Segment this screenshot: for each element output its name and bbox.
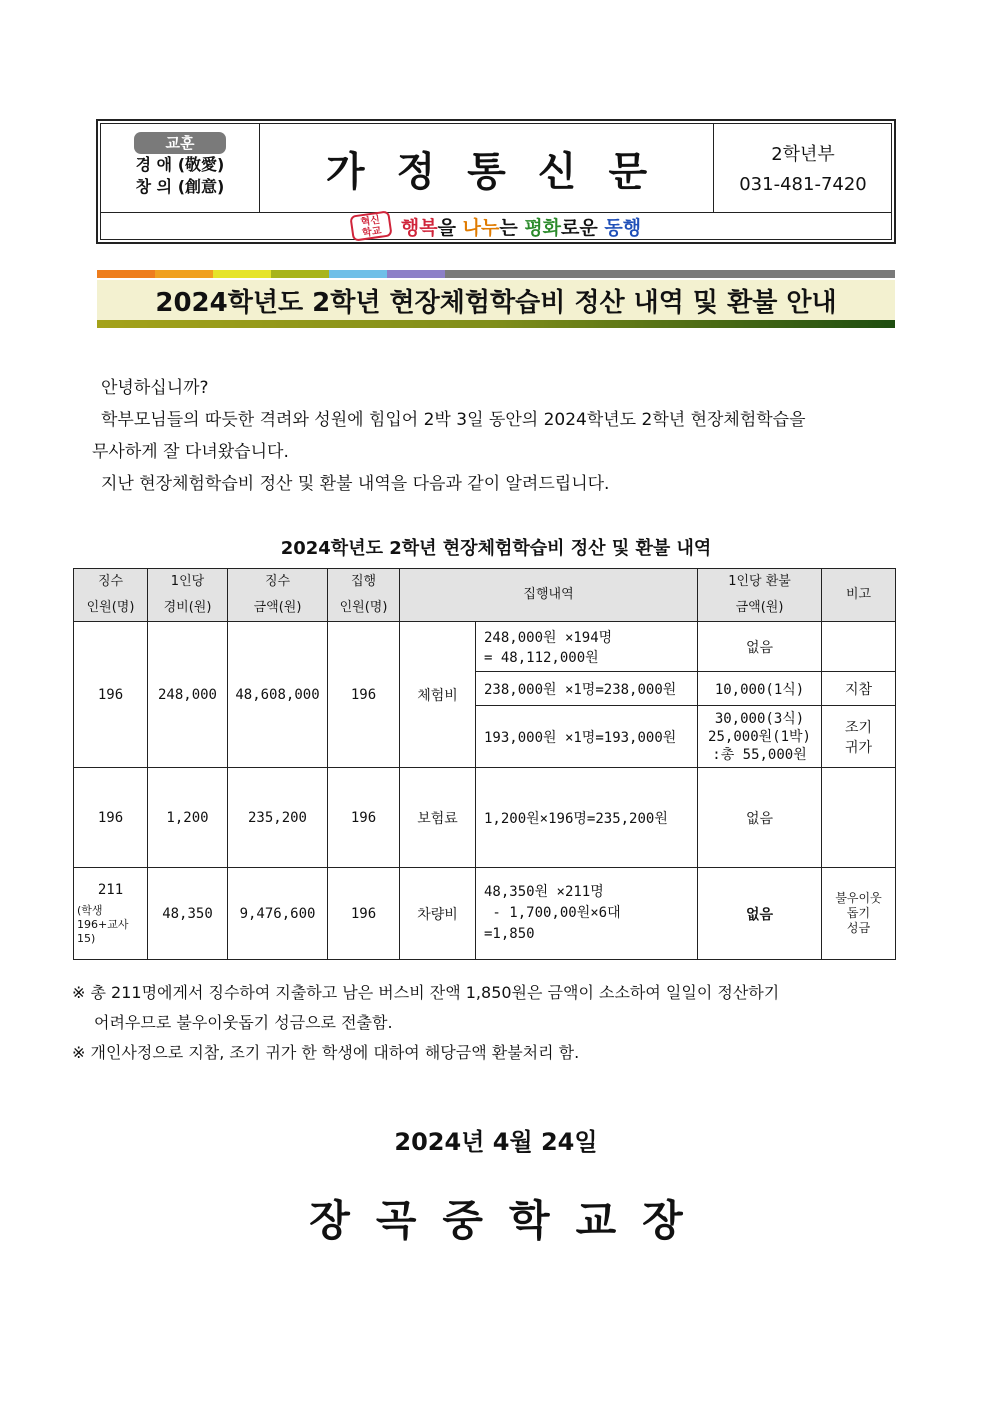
banner-color-strip	[97, 270, 895, 278]
table-row	[74, 868, 896, 960]
color-strip-segment	[387, 270, 445, 278]
cell-amount: 48,608,000	[228, 622, 328, 768]
innovation-school-logo	[349, 210, 392, 241]
col-header-collected-count: 징수 인원(명)	[74, 569, 148, 622]
cell-amount: 235,200	[228, 768, 328, 868]
cell-refund: 없음	[698, 768, 822, 868]
slogan-segment: 평화	[524, 216, 562, 239]
settlement-table	[73, 568, 896, 960]
motto-line-2: 창 의 (創意)	[135, 177, 225, 196]
color-strip-segment	[213, 270, 271, 278]
cell-detail: 1,200원×196명=235,200원	[476, 768, 698, 868]
table-row	[74, 768, 896, 868]
note-1: ※ 총 211명에게서 징수하여 지출하고 남은 버스비 잔액 1,850원은 금액이 소소하여 일일이 정산하기	[72, 983, 780, 1002]
department-info	[715, 124, 891, 212]
color-strip-segment	[329, 270, 387, 278]
cell-detail: 238,000원 ×1명=238,000원	[476, 672, 698, 706]
intro-paragraph-1-cont: 무사하게 잘 다녀왔습니다.	[92, 442, 289, 462]
slogan-segment: 동행	[604, 216, 642, 239]
cell-count: 196	[74, 768, 148, 868]
cell-note	[822, 768, 896, 868]
slogan-text	[401, 213, 641, 240]
slogan-segment: 나누	[462, 216, 500, 239]
cell-note: 조기 귀가	[822, 706, 896, 768]
note-1-cont: 어려우므로 불우이웃돕기 성금으로 전출함.	[94, 1013, 393, 1032]
cell-refund: 없음	[698, 622, 822, 672]
slogan-segment: 행복	[400, 216, 438, 239]
cell-per-person: 248,000	[148, 622, 228, 768]
cell-per-person: 48,350	[148, 868, 228, 960]
cell-exec-count: 196	[328, 768, 400, 868]
cell-refund: 10,000(1식)	[698, 672, 822, 706]
table-title: 2024학년도 2학년 현장체험학습비 정산 및 환불 내역	[280, 538, 712, 559]
cell-refund: 없음	[698, 868, 822, 960]
header-inner	[100, 123, 892, 240]
cell-detail: 248,000원 ×194명 = 48,112,000원	[476, 622, 698, 672]
newsletter-title: 가정통신문	[260, 124, 714, 212]
document-title-banner: 2024학년도 2학년 현장체험학습비 정산 내역 및 환불 안내	[97, 280, 895, 320]
cell-detail: 48,350원 ×211명 - 1,700,00원×6대 =1,850	[476, 868, 698, 960]
intro-paragraph-1: 학부모님들의 따듯한 격려와 성원에 힘입어 2박 3일 동안의 2024학년도 2학년 현장체험학습을	[101, 410, 806, 430]
col-header-remarks: 비고	[822, 569, 896, 622]
header-box	[96, 119, 896, 244]
slogan-segment: 는	[499, 216, 525, 239]
cell-count: 211 (학생 196+교사 15)	[74, 868, 148, 960]
logo-text-2: 학교	[361, 225, 383, 240]
cell-note: 불우이웃 돕기 성금	[822, 868, 896, 960]
cell-note	[822, 622, 896, 672]
color-strip-segment	[155, 270, 213, 278]
greeting: 안녕하십니까?	[101, 378, 209, 398]
col-header-per-person-cost: 1인당 경비(원)	[148, 569, 228, 622]
issue-date: 2024년 4월 24일	[394, 1128, 598, 1156]
cell-item: 체험비	[400, 622, 476, 768]
col-header-executed-count: 집행 인원(명)	[328, 569, 400, 622]
slogan-segment: 을	[437, 216, 463, 239]
cell-exec-count: 196	[328, 622, 400, 768]
cell-per-person: 1,200	[148, 768, 228, 868]
note-2: ※ 개인사정으로 지참, 조기 귀가 한 학생에 대하여 해당금액 환불처리 함.	[72, 1043, 580, 1062]
school-motto	[101, 124, 260, 212]
principal-signature: 장곡중학교장	[309, 1196, 709, 1245]
department-phone: 031-481-7420	[739, 174, 867, 195]
school-slogan	[101, 212, 891, 239]
cell-item: 차량비	[400, 868, 476, 960]
cell-amount: 9,476,600	[228, 868, 328, 960]
col-header-execution-details: 집행내역	[400, 569, 698, 622]
cell-note: 지참	[822, 672, 896, 706]
notes	[72, 978, 922, 1068]
banner-bottom-bar	[97, 320, 895, 328]
cell-exec-count: 196	[328, 868, 400, 960]
color-strip-segment	[271, 270, 329, 278]
color-strip-segment	[445, 270, 895, 278]
cell-refund: 30,000(3식) 25,000원(1박) :총 55,000원	[698, 706, 822, 768]
col-header-refund: 1인당 환불 금액(원)	[698, 569, 822, 622]
cell-count: 196	[74, 622, 148, 768]
intro-text	[92, 372, 922, 500]
cell-item: 보험료	[400, 768, 476, 868]
table-row	[74, 622, 896, 672]
motto-line-1: 경 애 (敬愛)	[135, 155, 225, 174]
logo-text-1: 혁신	[359, 214, 381, 229]
slogan-segment: 로운	[561, 216, 605, 239]
intro-paragraph-2: 지난 현장체험학습비 정산 및 환불 내역을 다음과 같이 알려드립니다.	[101, 474, 610, 494]
motto-badge: 교훈	[134, 132, 226, 154]
col-header-collected-amount: 징수 금액(원)	[228, 569, 328, 622]
department-name: 2학년부	[771, 144, 835, 165]
color-strip-segment	[97, 270, 155, 278]
cell-detail: 193,000원 ×1명=193,000원	[476, 706, 698, 768]
table-header-row	[74, 569, 896, 622]
